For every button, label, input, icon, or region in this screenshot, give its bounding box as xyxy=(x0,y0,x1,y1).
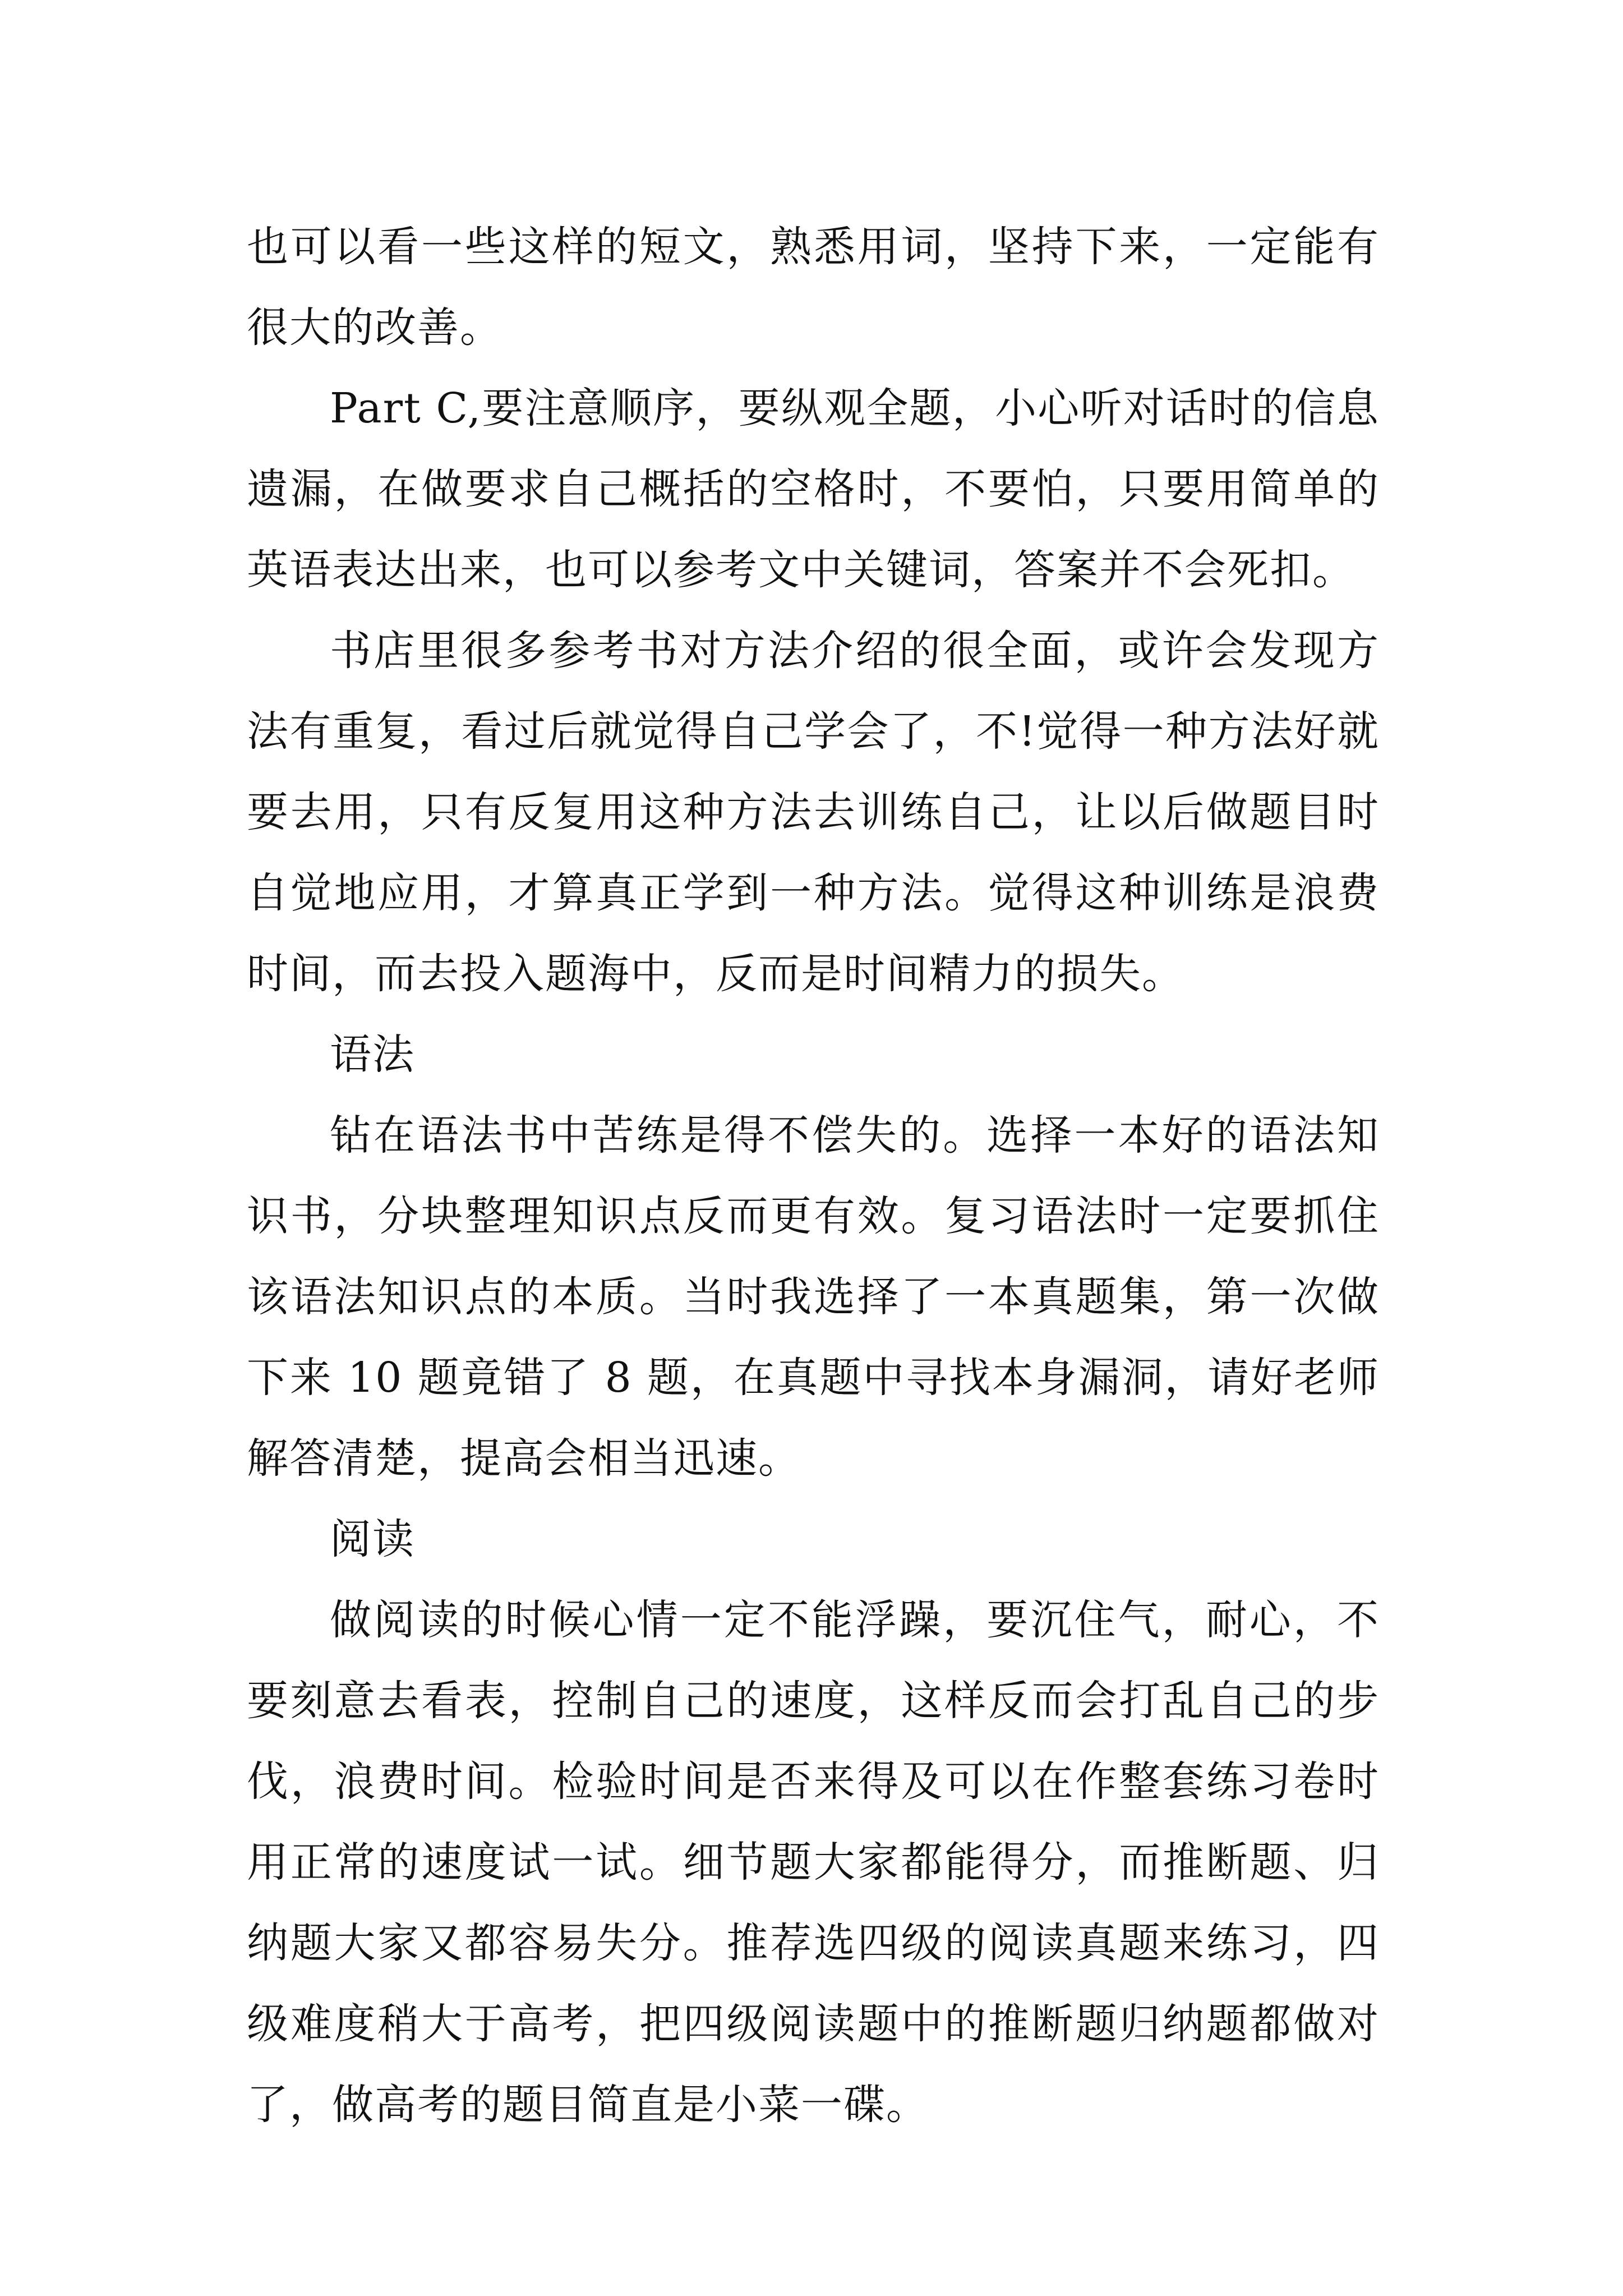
document-body xyxy=(247,206,1380,2145)
paragraph-continuation: 也可以看一些这样的短文，熟悉用词，坚持下来，一定能有很大的改善。 xyxy=(247,223,1380,352)
paragraph-reference-books: 书店里很多参考书对方法介绍的很全面，或许会发现方法有重复，看过后就觉得自己学会了，不!觉得一种方法好就要去用，只有反复用这种方法去训练自己，让以后做题目时自觉地应用，才算真正学到一种方法。觉得这种训练是浪费时间，而去投入题海中，反而是时间精力的损失。 xyxy=(247,627,1380,998)
paragraph-reading: 做阅读的时候心情一定不能浮躁，要沉住气，耐心，不要刻意去看表，控制自己的速度，这样反而会打乱自己的步伐，浪费时间。检验时间是否来得及可以在作整套练习卷时用正常的速度试一试。细节题大家都能得分，而推断题、归纳题大家又都容易失分。推荐选四级的阅读真题来练习，四级难度稍大于高考，把四级阅读题中的推断题归纳题都做对了，做高考的题目简直是小菜一碟。 xyxy=(247,1596,1380,2129)
section-heading-reading: 阅读 xyxy=(330,1515,415,1563)
paragraph-grammar: 钻在语法书中苦练是得不偿失的。选择一本好的语法知识书，分块整理知识点反而更有效。复习语法时一定要抓住该语法知识点的本质。当时我选择了一本真题集，第一次做下来 10 题竟错了 8 题，在真题中寻找本身漏洞，请好老师解答清楚，提高会相当迅速。 xyxy=(247,1111,1380,1483)
section-heading-grammar: 语法 xyxy=(330,1030,415,1079)
paragraph-part-c: Part C,要注意顺序，要纵观全题，小心听对话时的信息遗漏，在做要求自己概括的空格时，不要怕，只要用简单的英语表达出来，也可以参考文中关键词，答案并不会死扣。 xyxy=(247,384,1380,594)
